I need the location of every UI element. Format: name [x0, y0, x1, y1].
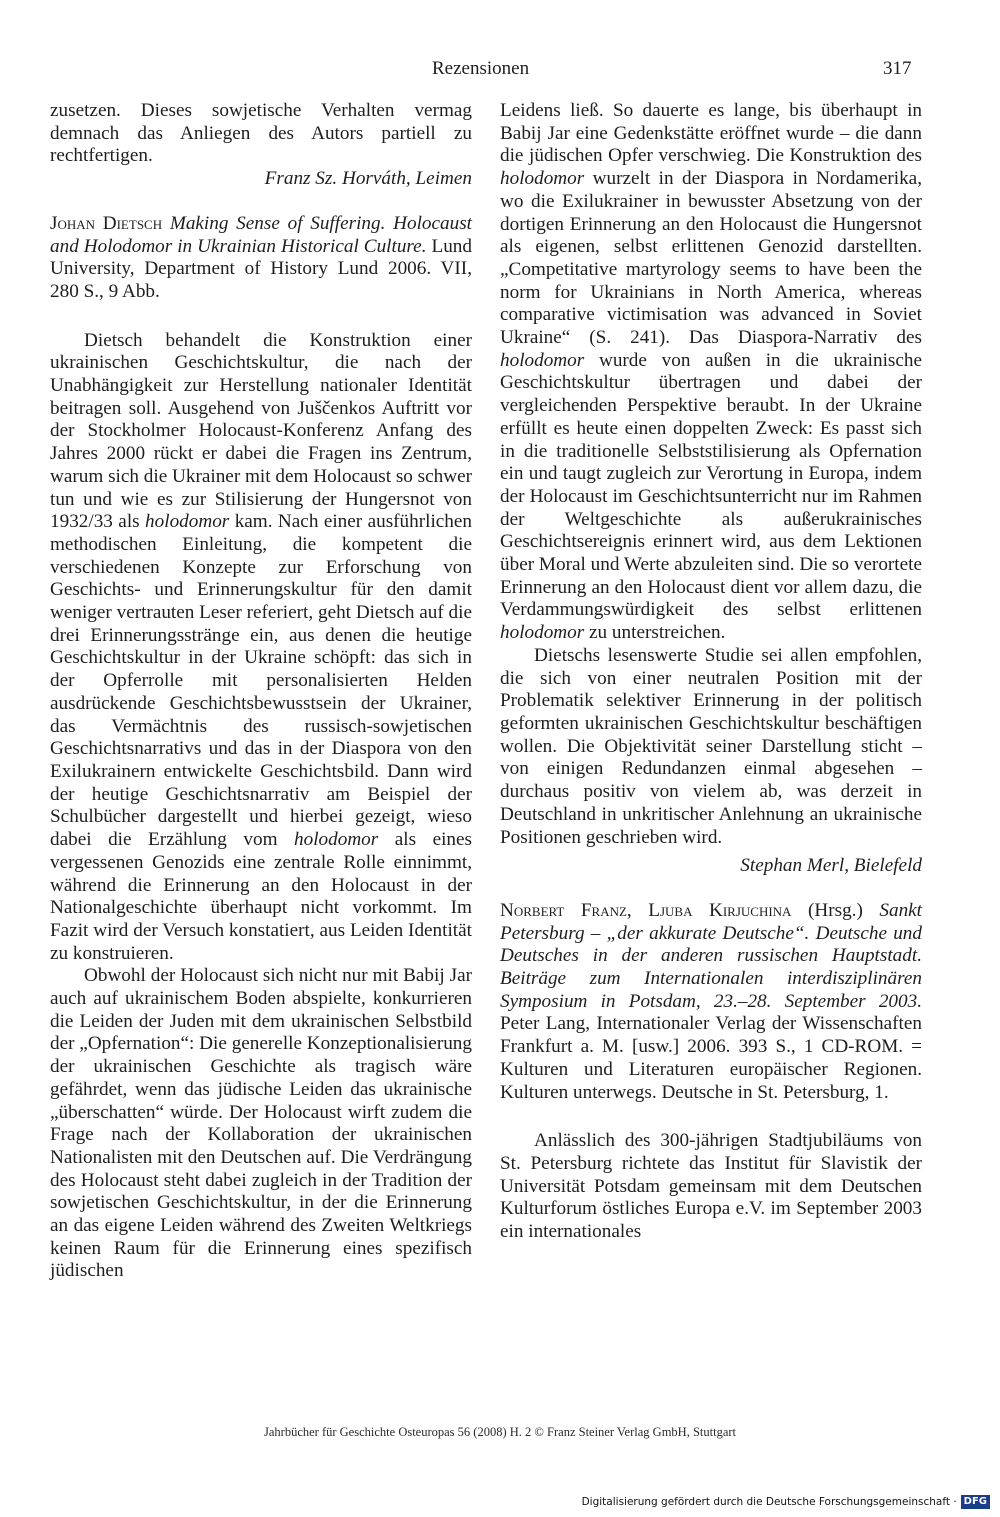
spacer [50, 304, 472, 330]
digitization-text: Digitalisierung gefördert durch die Deutsche Forschungsgemeinschaft · [581, 1496, 957, 1508]
reviewer-signature: Franz Sz. Horváth, Leimen [264, 168, 472, 190]
book-author: Johan Dietsch [50, 212, 163, 234]
review-paragraph: Leidens ließ. So dauerte es lange, bis überhaupt in Babij Jar eine Gedenkstätte eröffnet wurde – die dann die jüdischen Opfer verschwieg. Die Konstruktion des holodomor wurzelt in der Diaspora in Nordamerika, wo die Exilukrainer in bewusster Absetzung von der dortigen Erinnerung an den Holocaust die Hungersnot als eigenen, selbst erlittenen Genozid darstellten. „Competitative martyrology seems to have been the norm for Ukrainians in North America, whereas comparative victimisation was advanced in Soviet Ukraine“ (S. 241). Das Diaspora-Narrativ des holodomor wurde von außen in die ukrainische Geschichtskultur übertragen und dabei der vergleichenden Perspektive beraubt. In der Ukraine erfüllt es heute einen doppelten Zweck: Es passt sich in die traditionelle Selbststilisierung als Opfernation ein und taugt zugleich zur Verortung in Europa, indem der Holocaust im Geschichtsunterricht nur im Rahmen der Weltgeschichte als außerukrainisches Geschichtsereignis erinnert wird, aus dem Lektionen über Moral und Werte abzuleiten sind. Die so verortete Erinnerung an den Holocaust dient vor allem dazu, die Verdammungswürdigkeit des selbst erlittenen holodomor zu unterstreichen. [500, 100, 923, 644]
review-paragraph: Anlässlich des 300-jährigen Stadtjubiläums von St. Petersburg richtete das Institut für Slavistik der Universität Potsdam gemeinsam mit dem Deutschen Kulturforum östliches Europa e.V. im September 2003 ein internationales [500, 1130, 922, 1243]
left-column [50, 100, 472, 1283]
spacer [500, 878, 922, 900]
review-paragraph: Dietschs lesenswerte Studie sei allen empfohlen, die sich von einer neutralen Position mit der Problematik selektiver Erinnerung in der politisch geformten ukrainischen Geschichtskultur beschäftigen wollen. Die Objektivität seiner Darstellung sticht – von einigen Redundanzen einmal abgesehen – durchaus positiv von vielem ab, was derzeit in Deutschland in unkritischer Anlehnung an ukrainische Positionen geschrieben wird. [500, 644, 922, 848]
book-editors: Norbert Franz, Ljuba Kirjuchina [500, 899, 792, 921]
review-paragraph: Dietsch behandelt die Konstruktion einer ukrainischen Geschichtskultur, die nach der Unabhängigkeit zur Herstellung nationaler Identität beitragen soll. Ausgehend von Juščenkos Auftritt vor der Stockholmer Holocaust-Konferenz Anfang des Jahres 2000 rückt er dabei die Fragen ins Zentrum, warum sich die Ukrainer mit dem Holocaust so schwer tun und wie es zur Stilisierung der Hungersnot von 1932/33 als holodomor kam. Nach einer ausführlichen methodischen Einleitung, die kompetent die verschiedenen Konzepte zur Erforschung von Geschichts- und Erinnerungskultur für den damit weniger vertrauten Leser referiert, geht Dietsch auf die drei Erinnerungsstränge ein, aus denen die heutige Geschichtskultur in der Ukraine schöpft: das sich in der Opferrolle mit personalisierten Helden ausdrückende Geschichtsbewusstsein der Ukrainer, das Vermächtnis des russisch-sowjetischen Geschichtsnarrativs und das in der Diaspora von den Exilukrainern entwickelte Geschichtsbild. Dann wird der heutige Geschichtsnarrativ am Beispiel der Schulbücher dargestellt und hierbei gezeigt, wieso dabei die Erzählung vom holodomor als eines vergessenen Genozids eine zentrale Rolle einnimmt, während die Erinnerung an den Holocaust in der Nationalgeschichte überhaupt nicht vorkommt. Im Fazit wird der Versuch konstatiert, aus Leiden Identität zu konstruieren. [50, 329, 473, 964]
book-imprint: Lund University, Department of History Lund 2006. VII, 280 S., 9 Abb. [50, 235, 472, 302]
right-column [500, 100, 922, 1244]
term-holodomor: holodomor [500, 622, 585, 644]
spacer [50, 191, 472, 213]
term-holodomor: holodomor [294, 829, 379, 851]
book-imprint: Peter Lang, Internationaler Verlag der Wissenschaften Frankfurt a. M. [usw.] 2006. 393 S., 1 CD-ROM. = Kulturen und Literaturen europäischer Regionen. Kulturen unterwegs. Deutsche in St. Petersburg, 1. [500, 1013, 922, 1103]
term-holodomor: holodomor [500, 168, 585, 190]
review-heading: Norbert Franz, Ljuba Kirjuchina (Hrsg.) Sankt Petersburg – „der akkurate Deutsche“. Deutsche und Deutsches in der anderen russischen Hauptstadt. Beiträge zum Internationalen interdisziplinären Symposium in Potsdam, 23.–28. September 2003. Peter Lang, Internationaler Verlag der Wissenschaften Frankfurt a. M. [usw.] 2006. 393 S., 1 CD-ROM. = Kulturen und Literaturen europäischer Regionen. Kulturen unterwegs. Deutsche in St. Petersburg, 1. [500, 899, 923, 1103]
dfg-logo: DFG [961, 1495, 990, 1509]
page-header [0, 56, 1000, 86]
spacer [500, 1104, 922, 1130]
paragraph-continued: zusetzen. Dieses sowjetische Verhalten vermag demnach das Anliegen des Autors partiell zu rechtfertigen. [50, 100, 472, 167]
reviewer-signature: Stephan Merl, Bielefeld [740, 855, 922, 877]
book-title: Making Sense of Suffering. Holocaust and Holodomor in Ukrainian Historical Culture. [50, 212, 472, 257]
digitization-notice [582, 1494, 990, 1510]
review-heading [50, 213, 472, 304]
journal-citation: Jahrbücher für Geschichte Osteuropas 56 (2008) H. 2 © Franz Steiner Verlag GmbH, Stuttgart [264, 1425, 736, 1439]
term-holodomor: holodomor [145, 511, 230, 533]
running-head: Rezensionen [432, 58, 530, 79]
page-number: 317 [883, 58, 912, 79]
review-paragraph: Obwohl der Holocaust sich nicht nur mit Babij Jar auch auf ukrainischem Boden abspielte, konkurrieren die Leiden der Juden mit dem ukrainischen Selbstbild der „Opfernation“: Die generelle Konzeptionalisierung der ukrainischen Geschichte als tragisch wäre gefährdet, wenn das jüdische Leiden das ukrainische „überschatten“ würde. Der Holocaust wirft zudem die Frage nach der Kollaboration der ukrainischen Nationalisten mit den Deutschen auf. Die Verdrängung des Holocaust steht dabei zugleich in der Tradition der sowjetischen Geschichtskultur, in der die Erinnerung an das eigene Leiden während des Zweiten Weltkriegs keinen Raum für die Erinnerung eines spezifisch jüdischen [50, 965, 472, 1282]
book-title: Sankt Petersburg – „der akkurate Deutsche“. Deutsche und Deutsches in der anderen russischen Hauptstadt. Beiträge zum Internationalen interdisziplinären Symposium in Potsdam, 23.–28. September 2003. [500, 899, 923, 1012]
term-holodomor: holodomor [500, 349, 585, 371]
